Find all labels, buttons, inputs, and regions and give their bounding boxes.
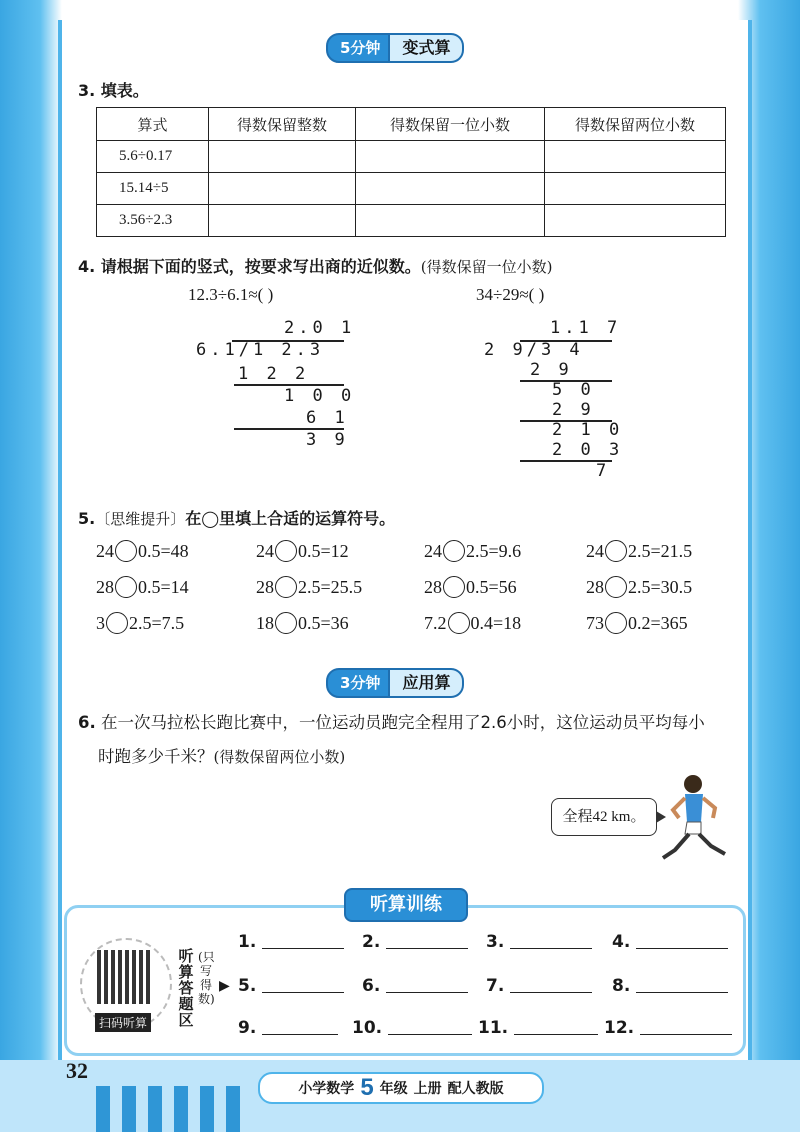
operator-circle[interactable] <box>275 612 297 634</box>
answer-cell[interactable] <box>209 205 356 237</box>
footer-grade-number: 5 <box>360 1074 374 1101</box>
equation <box>424 540 521 562</box>
q5-tag: 〔思维提升〕 <box>95 510 186 528</box>
operand-result: 2.5=25.5 <box>298 576 363 597</box>
step-row: 1 2 2 <box>238 364 310 384</box>
answer-number: 8. <box>612 976 631 996</box>
answer-cell[interactable] <box>356 173 545 205</box>
answer-cell[interactable] <box>545 205 726 237</box>
answer-zone-label: 听算答题区 <box>178 947 194 1029</box>
table-row <box>97 141 726 173</box>
answer-number: 5. <box>238 976 257 996</box>
table-cell-expression: 15.14÷5 <box>97 173 209 205</box>
footer-subject: 小学数学 <box>298 1081 355 1097</box>
operator-circle[interactable] <box>443 576 465 598</box>
operand: 3 <box>96 612 105 633</box>
runner-illustration <box>655 770 731 870</box>
page-number: 32 <box>66 1058 88 1083</box>
operand-result: 2.5=21.5 <box>628 540 693 561</box>
table-cell-expression: 3.56÷2.3 <box>97 205 209 237</box>
operator-circle[interactable] <box>106 612 128 634</box>
table-header: 得数保留两位小数 <box>545 108 726 141</box>
table-row <box>97 205 726 237</box>
operand: 7.2 <box>424 612 447 633</box>
answer-cell[interactable] <box>209 173 356 205</box>
section-banner-variant <box>326 35 464 61</box>
equation <box>586 612 688 634</box>
table-row <box>97 173 726 205</box>
operator-circle[interactable] <box>115 576 137 598</box>
answer-blank[interactable] <box>352 1018 472 1038</box>
scan-label[interactable]: 扫码听算 <box>95 1013 151 1032</box>
answer-blank[interactable] <box>612 976 728 996</box>
equation <box>424 612 521 634</box>
answer-number: 10. <box>352 1018 383 1038</box>
operator-circle[interactable] <box>448 612 470 634</box>
q3-table <box>96 107 726 237</box>
answer-number: 1. <box>238 932 257 952</box>
equation <box>586 540 692 562</box>
remainder: 3 9 <box>306 430 349 450</box>
operand: 24 <box>256 540 274 561</box>
operator-circle[interactable] <box>443 540 465 562</box>
operator-circle[interactable] <box>605 576 627 598</box>
operand-result: 0.5=48 <box>138 540 189 561</box>
q4-note: (得数保留一位小数) <box>420 258 553 276</box>
table-header: 得数保留整数 <box>209 108 356 141</box>
answer-number: 3. <box>486 932 505 952</box>
step-row: 2 9 <box>552 400 595 420</box>
operand-result: 0.4=18 <box>470 612 522 633</box>
answer-number: 2. <box>362 932 381 952</box>
q4-title <box>78 254 553 277</box>
answer-blank[interactable] <box>362 932 468 952</box>
operand-result: 2.5=9.6 <box>466 540 522 561</box>
step-row: 2 9 <box>530 360 573 380</box>
operand-result: 2.5=30.5 <box>628 576 693 597</box>
operand: 28 <box>256 576 274 597</box>
q5-instruction: 在◯里填上合适的运算符号。 <box>185 509 396 528</box>
time-badge: 3分钟 <box>326 668 390 698</box>
time-badge: 5分钟 <box>326 33 390 63</box>
equation <box>256 576 362 598</box>
equation <box>586 576 692 598</box>
q4-right-expression: 34÷29≈( ) <box>476 285 545 304</box>
answer-number: 12. <box>604 1018 635 1038</box>
operand: 24 <box>424 540 442 561</box>
answer-blank[interactable] <box>238 1018 338 1038</box>
q5-number: 5. <box>78 509 96 528</box>
remainder: 7 <box>596 461 611 481</box>
section-label: 应用算 <box>390 668 464 698</box>
q3-title: 3. 填表。 <box>78 81 149 100</box>
q4-left-expression: 12.3÷6.1≈( ) <box>188 285 274 304</box>
arrow-right-icon: ▶ <box>219 978 230 994</box>
book-footer <box>258 1072 544 1104</box>
operand: 73 <box>586 612 604 633</box>
operator-circle[interactable] <box>605 612 627 634</box>
q6-problem <box>78 706 728 774</box>
answer-blank[interactable] <box>486 932 592 952</box>
table-header: 算式 <box>97 108 209 141</box>
operator-circle[interactable] <box>275 576 297 598</box>
table-cell-expression: 5.6÷0.17 <box>97 141 209 173</box>
equation <box>424 576 517 598</box>
step-row: 2 0 3 <box>552 440 624 460</box>
section-banner-application <box>326 670 464 696</box>
table-header: 得数保留一位小数 <box>356 108 545 141</box>
footer-volume: 上册 <box>413 1081 442 1097</box>
quotient: 2.0 1 <box>284 318 356 338</box>
footer-grade: 年级 <box>379 1081 408 1097</box>
answer-blank[interactable] <box>612 932 728 952</box>
answer-blank[interactable] <box>486 976 592 996</box>
step-row: 1 0 0 <box>284 386 356 406</box>
operand-result: 2.5=7.5 <box>129 612 185 633</box>
operand: 28 <box>424 576 442 597</box>
answer-number: 9. <box>238 1018 257 1038</box>
operand-result: 0.2=365 <box>628 612 688 633</box>
answer-blank[interactable] <box>238 932 344 952</box>
answer-number: 6. <box>362 976 381 996</box>
answer-number: 4. <box>612 932 631 952</box>
answer-blank[interactable] <box>362 976 468 996</box>
operand-result: 0.5=36 <box>298 612 349 633</box>
operand: 24 <box>96 540 114 561</box>
q6-text-line1: 在一次马拉松长跑比赛中，一位运动员跑完全程用了2.6小时，这位运动员平均每小 <box>101 713 705 732</box>
speech-bubble: 全程42 km。 <box>551 798 657 836</box>
equation <box>256 540 349 562</box>
step-row: 6 1 <box>306 408 349 428</box>
answer-number: 11. <box>478 1018 509 1038</box>
equation <box>96 612 184 634</box>
q4-title-text: 4. 请根据下面的竖式，按要求写出商的近似数。 <box>78 257 421 276</box>
equation <box>256 612 349 634</box>
operand: 28 <box>586 576 604 597</box>
dividend-line: 6.1/1 2.3 <box>196 340 325 360</box>
q6-text-line2: 时跑多少千米？ <box>98 747 214 766</box>
operand: 24 <box>586 540 604 561</box>
footer-edition: 配人教版 <box>447 1081 504 1097</box>
operator-circle[interactable] <box>115 540 137 562</box>
answer-zone-note: (只写得数) <box>198 950 215 1006</box>
q6-number: 6. <box>78 713 96 732</box>
answer-number: 7. <box>486 976 505 996</box>
answer-cell[interactable] <box>209 141 356 173</box>
operand-result: 0.5=14 <box>138 576 189 597</box>
q6-note: (得数保留两位小数) <box>213 748 346 766</box>
table-header-row <box>97 108 726 141</box>
operator-circle[interactable] <box>275 540 297 562</box>
answer-cell[interactable] <box>356 141 545 173</box>
answer-blank[interactable] <box>478 1018 598 1038</box>
dividend-line: 2 9/3 4 <box>484 340 584 360</box>
answer-blank[interactable] <box>238 976 344 996</box>
section-label: 变式算 <box>390 33 464 63</box>
operand: 18 <box>256 612 274 633</box>
step-row: 2 1 0 <box>552 420 624 440</box>
answer-cell[interactable] <box>545 141 726 173</box>
operand-result: 0.5=56 <box>466 576 517 597</box>
operand: 28 <box>96 576 114 597</box>
qr-code-icon[interactable] <box>97 950 151 1004</box>
operator-circle[interactable] <box>605 540 627 562</box>
operand-result: 0.5=12 <box>298 540 349 561</box>
answer-cell[interactable] <box>545 173 726 205</box>
listening-title: 听算训练 <box>344 888 468 922</box>
equation <box>96 576 189 598</box>
quotient: 1.1 7 <box>550 318 622 338</box>
q5-title <box>78 506 395 529</box>
answer-blank[interactable] <box>604 1018 732 1038</box>
step-row: 5 0 <box>552 380 595 400</box>
equation <box>96 540 189 562</box>
answer-cell[interactable] <box>356 205 545 237</box>
